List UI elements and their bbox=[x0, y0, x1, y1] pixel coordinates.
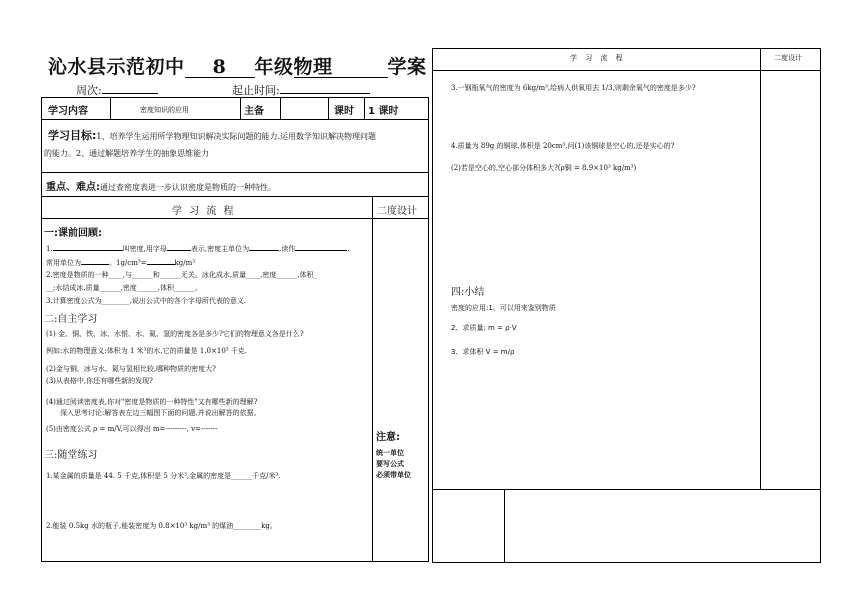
content-label: 学习内容 bbox=[48, 106, 88, 117]
practice-q3: 3.一钢瓶氧气的密度为 6kg/m³,给病人供氧用去 1/3,则剩余氧气的密度是多少? bbox=[451, 84, 696, 92]
flow-title: 学 习 流 程 bbox=[172, 206, 236, 217]
deadline-label: 起止时间: bbox=[232, 84, 280, 97]
subject-name: 物理 bbox=[294, 57, 388, 78]
q1c: ,读作 bbox=[279, 245, 296, 253]
grade-suffix: 年级 bbox=[254, 56, 294, 78]
summary-item3: 3、求体积 V = m/ρ bbox=[451, 348, 515, 356]
notes-line3: 必须带单位 bbox=[376, 471, 411, 479]
section2-q4a: (4)通过阅读密度表,你对"密度是物质的一种特性"又有哪些新的理解? bbox=[46, 398, 258, 406]
section1-q1-units bbox=[46, 257, 195, 268]
summary-item1: 密度的应用:1、可以用来鉴别物质 bbox=[451, 304, 556, 312]
section3-q1: 1.某金属的质量是 44. 5 千克,体积是 5 分米³,金属的密度是______千克/米³. bbox=[46, 472, 281, 480]
notes-line1: 统一单位 bbox=[376, 449, 404, 457]
section1-q1: 1. 叫密度,用字母 表示,密度主单位为 ,读作 , bbox=[46, 245, 350, 253]
week-label: 周次: bbox=[76, 84, 102, 97]
objectives-text2: 的能力。2、通过解题培养学生的抽象思维能力 bbox=[44, 149, 210, 158]
practice-q4b: (2)若是空心的,空心部分体积多大?(ρ铜 = 8.9×10³ kg/m³) bbox=[451, 164, 637, 172]
school-name: 沁水县示范初中 bbox=[48, 56, 185, 78]
objectives-line1 bbox=[48, 127, 376, 143]
summary-item2: 2、求质量: m = ρ·V bbox=[451, 324, 517, 332]
doc-type: 学案 bbox=[387, 56, 427, 78]
key-points bbox=[46, 178, 276, 193]
week-blank[interactable] bbox=[102, 86, 158, 94]
content-value: 密度知识的应用 bbox=[140, 106, 189, 114]
section2-q3: (3)从表格中,你还有哪些新的发现? bbox=[46, 377, 153, 385]
q1d: 常用单位为 bbox=[46, 259, 81, 267]
hours-value: 1 课时 bbox=[368, 106, 399, 117]
section2-q1: (1) 金、铜、铁、冰、水银、水、氦、氢的密度各是多少?它们的物理意义各是什么? bbox=[46, 330, 304, 338]
deadline-field bbox=[232, 82, 370, 98]
section1-q3: 3.计算密度公式为________,说出公式中的各个字母所代表的意义. bbox=[46, 297, 247, 305]
preparer-label: 主备 bbox=[244, 106, 264, 117]
q1f: kg/m³ bbox=[174, 259, 196, 267]
design-title: 二度设计 bbox=[377, 206, 417, 217]
practice-q4a: 4.质量为 89g 的铜球,体积是 20cm³,问(1)该铜球是空心的,还是实心的? bbox=[451, 142, 675, 150]
q1a: 叫密度,用字母 bbox=[122, 245, 167, 253]
section2-q5: (5)由密度公式 ρ = m/V,可以得出 m=---------, v=------- bbox=[46, 425, 218, 433]
right-design-title: 二度设计 bbox=[774, 54, 802, 62]
q1e: 。1g/cm³= bbox=[109, 259, 147, 267]
section3-q2: 2.能装 0.5kg 水的瓶子,能装密度为 0.8×10³ kg/m³ 的煤油________kg。 bbox=[46, 522, 277, 530]
section1-heading: 一:课前回顾: bbox=[44, 228, 102, 239]
grade-number: 8 bbox=[185, 57, 255, 78]
section3-heading: 三:随堂练习 bbox=[44, 450, 98, 461]
right-flow-title: 学 习 流 程 bbox=[570, 54, 626, 62]
key-points-text: 通过查密度表进一步认识密度是物质的一种特性。 bbox=[100, 183, 276, 192]
section2-example: 例如:水的物理意义:体积为 1 米³的水,它的质量是 1.0×10³ 千克. bbox=[46, 347, 248, 355]
objectives-text1: 1、培养学生运用所学物理知识解决实际问题的能力.运用数学知识解决物理问题 bbox=[96, 132, 377, 141]
section2-heading: 二:自主学习 bbox=[44, 314, 98, 325]
section2-q4b: 深入思考讨论:解答表左边三幅图下面的问题,并说出解答的依据。 bbox=[60, 409, 261, 417]
key-points-label: 重点、难点: bbox=[46, 182, 100, 193]
summary-heading: 四:小结 bbox=[451, 287, 485, 298]
notes-line2: 要写公式 bbox=[376, 460, 404, 468]
hours-label: 课时 bbox=[334, 106, 354, 117]
doc-title bbox=[48, 52, 427, 79]
q1b: 表示,密度主单位为 bbox=[190, 245, 250, 253]
deadline-blank[interactable] bbox=[280, 86, 370, 94]
objectives-label: 学习目标: bbox=[48, 129, 97, 142]
week-field bbox=[76, 82, 158, 98]
section1-q2b: __;水结成冰,质量______,密度______,体积______。 bbox=[46, 284, 203, 292]
notes-heading: 注意: bbox=[376, 432, 400, 443]
section2-q2: (2)金与铜、冰与水、氦与氢相比较,哪种物质的密度大? bbox=[46, 365, 216, 373]
section1-q2: 2.密度是物质的一种____,与______和______无关。冰化成水,质量____,密度______,体积_ bbox=[46, 271, 318, 279]
